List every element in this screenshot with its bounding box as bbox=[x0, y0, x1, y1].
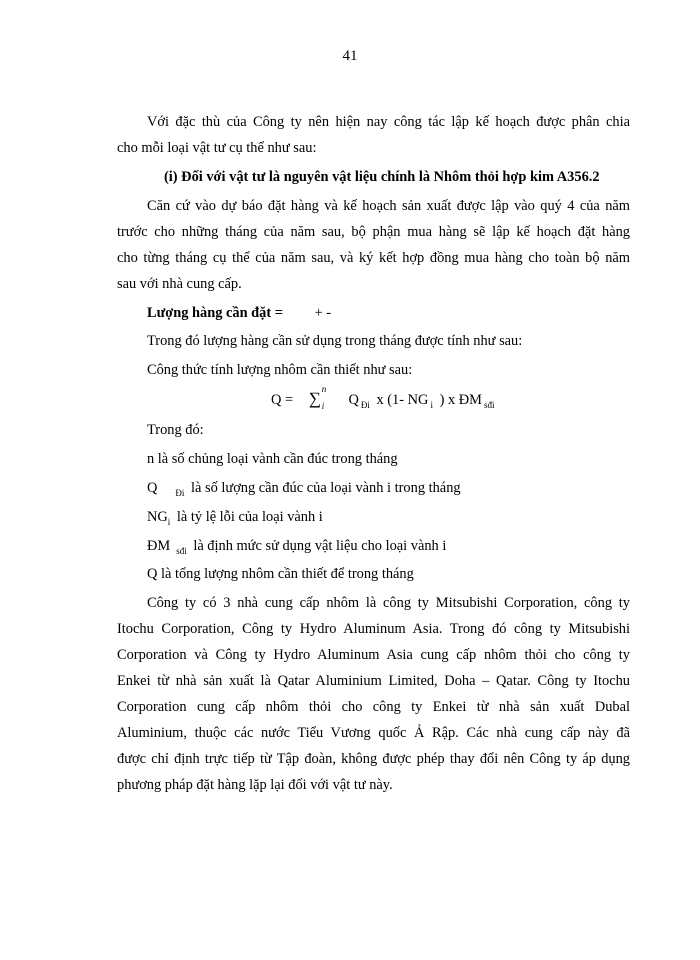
paragraph-2-line-3: cho từng tháng cụ thể của năm sau, và ký kết hợp đồng mua hàng cho toàn bộ năm bbox=[117, 250, 630, 266]
formula-q-subscript: Đi bbox=[360, 400, 370, 410]
paragraph-1-line-1: Với đặc thù của Công ty nên hiện nay công tác lập kế hoạch được phân chia bbox=[147, 114, 630, 130]
definition-ng-symbol: NG bbox=[147, 509, 168, 525]
definition-n: n là số chủng loại vành cần đúc trong tháng bbox=[147, 451, 398, 467]
formula-mid-subscript: i bbox=[430, 400, 433, 410]
definition-dm-symbol: ĐM bbox=[147, 538, 171, 554]
paragraph-2-line-1: Căn cứ vào dự báo đặt hàng và kế hoạch sản xuất được lập vào quý 4 của năm bbox=[147, 198, 630, 214]
definition-dm-subscript: sđi bbox=[176, 546, 187, 556]
formula-intro: Công thức tính lượng nhôm cần thiết như sau: bbox=[147, 362, 413, 378]
sigma-symbol bbox=[308, 384, 327, 411]
paragraph-3-line-5: Corporation cung cấp nhôm thỏi cho công ty Enkei từ nhà sản xuất Dubal bbox=[117, 699, 630, 715]
paragraph-2-line-2: trước cho những tháng của năm sau, bộ phận mua hàng sẽ lập kế hoạch đặt hàng bbox=[117, 224, 630, 240]
formula-q: Q bbox=[348, 392, 359, 408]
sigma-upper-limit: n bbox=[321, 384, 327, 394]
paragraph-2-line-4: sau với nhà cung cấp. bbox=[117, 276, 242, 292]
definition-q-symbol: Q bbox=[147, 480, 158, 496]
paragraph-3-line-1: Công ty có 3 nhà cung cấp nhôm là công ty Mitsubishi Corporation, công ty bbox=[147, 595, 630, 611]
definition-dm bbox=[147, 536, 630, 561]
order-quantity-operators: + - bbox=[314, 305, 332, 321]
section-heading: (i) Đối với vật tư là nguyên vật liệu chính là Nhôm thỏi hợp kim A356.2 bbox=[164, 169, 600, 185]
page-number: 41 bbox=[342, 48, 358, 64]
definition-dm-text: là định mức sử dụng vật liệu cho loại vành i bbox=[193, 538, 447, 554]
paragraph-3-line-6: Aluminium, thuộc các nước Tiểu Vương quốc Ả Rập. Các nhà cung cấp này đã bbox=[117, 725, 630, 741]
formula-lhs: Q = bbox=[271, 392, 294, 408]
paragraph-1-line-2: cho mỗi loại vật tư cụ thể như sau: bbox=[117, 140, 317, 156]
order-quantity-label: Lượng hàng cần đặt = bbox=[147, 305, 283, 321]
paragraph-3-line-8: phương pháp đặt hàng lặp lại đối với vật tư này. bbox=[117, 777, 393, 793]
formula-mid: x (1- NG bbox=[376, 392, 429, 408]
paragraph-3-line-3: Corporation và Công ty Hydro Aluminum Asia cung cấp nhôm thỏi cho công ty bbox=[117, 647, 630, 663]
definition-q bbox=[147, 478, 630, 503]
formula bbox=[271, 384, 497, 411]
definition-ng bbox=[147, 507, 630, 532]
definition-q-text: là số lượng cần đúc của loại vành i trong tháng bbox=[191, 480, 461, 496]
sigma-lower-limit: i bbox=[321, 401, 325, 411]
definition-total: Q là tổng lượng nhôm cần thiết để trong tháng bbox=[147, 566, 414, 582]
paragraph-3-line-7: được chỉ định trực tiếp từ Tập đoàn, không được phép thay đổi nên Công ty áp dụng bbox=[117, 751, 630, 767]
sigma-glyph: ∑ bbox=[308, 389, 321, 408]
paragraph-3-line-4: Enkei từ nhà sản xuất là Qatar Aluminium Limited, Doha – Qatar. Công ty Itochu bbox=[117, 673, 630, 689]
formula-tail: ) x ĐM bbox=[439, 392, 482, 408]
definition-ng-text: là tỷ lệ lỗi của loại vành i bbox=[176, 509, 323, 525]
order-quantity-line bbox=[147, 303, 630, 323]
usage-line: Trong đó lượng hàng cần sử dụng trong tháng được tính như sau: bbox=[147, 333, 523, 349]
definition-ng-subscript: i bbox=[167, 517, 171, 527]
formula-tail-subscript: sđi bbox=[483, 400, 495, 410]
definition-q-subscript: Đi bbox=[175, 488, 185, 498]
where-label: Trong đó: bbox=[147, 422, 204, 438]
paragraph-3-line-2: Itochu Corporation, Công ty Hydro Aluminum Asia. Trong đó công ty Mitsubishi bbox=[117, 621, 630, 637]
